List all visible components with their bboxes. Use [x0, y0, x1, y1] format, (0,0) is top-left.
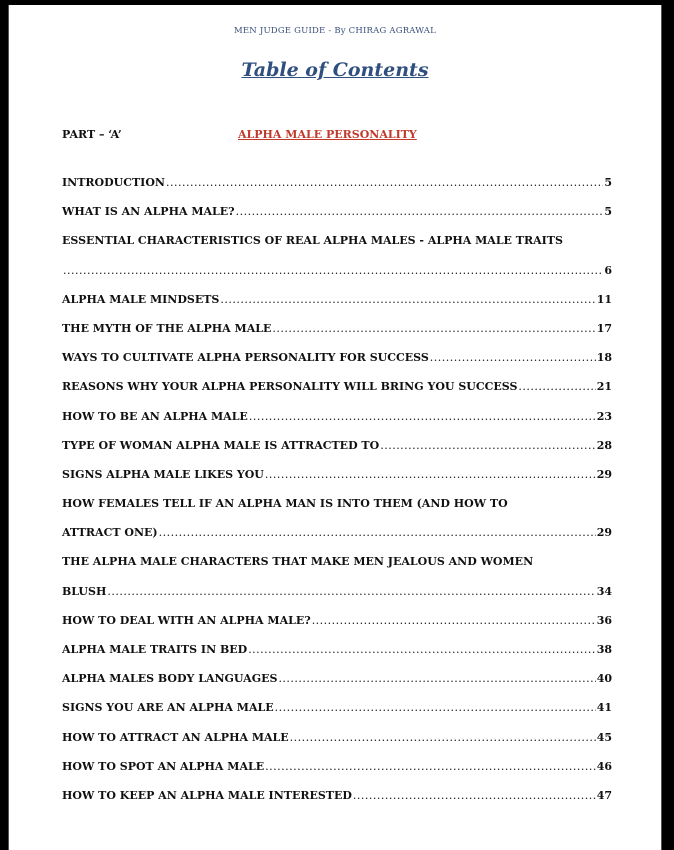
toc-leader-dots: [353, 789, 596, 802]
toc-leader-dots: [166, 176, 603, 189]
toc-leader-dots: [518, 380, 595, 393]
part-label: PART – ‘A’: [62, 128, 122, 141]
toc-leader-dots: [159, 526, 596, 539]
toc-entry[interactable]: [62, 789, 612, 818]
toc-entry[interactable]: [62, 643, 612, 672]
toc-entry[interactable]: [62, 555, 612, 584]
toc-entry[interactable]: [62, 614, 612, 643]
toc-entry-label: REASONS WHY YOUR ALPHA PERSONALITY WILL BRING YOU SUCCESS: [62, 380, 518, 394]
toc-entry[interactable]: [62, 731, 612, 760]
toc-entry[interactable]: [62, 760, 612, 789]
toc-leader-dots: [236, 205, 604, 218]
toc-entry-label: THE ALPHA MALE CHARACTERS THAT MAKE MEN JEALOUS AND WOMEN: [62, 555, 534, 569]
toc-leader-dots: [249, 410, 596, 423]
toc-leader-dots: [430, 351, 596, 364]
toc-entry-page-number: 23: [596, 409, 612, 423]
toc-entry-page-number: 5: [604, 176, 612, 189]
document-page: [8, 5, 662, 850]
toc-entry-page-number: 29: [596, 467, 612, 481]
toc-entry-page-number: 41: [596, 701, 612, 715]
toc-entry-page-number: 47: [596, 788, 612, 802]
toc-entry-label: ALPHA MALE TRAITS IN BED: [62, 643, 248, 656]
running-header: MEN JUDGE GUIDE - By CHIRAG AGRAWAL: [233, 26, 436, 36]
toc-entry-label: ESSENTIAL CHARACTERISTICS OF REAL ALPHA MALES - ALPHA MALE TRAITS: [62, 234, 563, 248]
toc-entry[interactable]: [62, 701, 612, 730]
toc-leader-dots: [380, 439, 595, 452]
toc-leader-dots: [265, 468, 596, 481]
toc-list: [62, 176, 612, 818]
toc-entry[interactable]: [62, 672, 612, 701]
toc-leader-dots: [272, 322, 595, 335]
toc-entry[interactable]: [62, 585, 612, 614]
toc-entry-label: HOW TO KEEP AN ALPHA MALE INTERESTED: [62, 788, 352, 802]
toc-entry[interactable]: [62, 322, 612, 351]
toc-entry-label: INTRODUCTION: [62, 176, 165, 189]
toc-entry[interactable]: [62, 176, 612, 205]
toc-entry[interactable]: [62, 293, 612, 322]
toc-entry[interactable]: [62, 351, 612, 380]
toc-leader-dots: [275, 701, 596, 714]
toc-entry-label: SIGNS ALPHA MALE LIKES YOU: [62, 467, 264, 481]
toc-entry[interactable]: [62, 264, 612, 293]
toc-entry[interactable]: [62, 468, 612, 497]
toc-entry[interactable]: [62, 439, 612, 468]
toc-leader-dots: [248, 643, 596, 656]
toc-leader-dots: [63, 264, 603, 277]
toc-entry-label: HOW FEMALES TELL IF AN ALPHA MAN IS INTO THEM (AND HOW TO: [62, 497, 508, 511]
toc-entry-label: ALPHA MALES BODY LANGUAGES: [62, 672, 278, 686]
toc-entry-page-number: 28: [596, 438, 612, 452]
toc-entry-label: HOW TO BE AN ALPHA MALE: [62, 409, 248, 423]
toc-leader-dots: [265, 760, 596, 773]
toc-entry-label: ALPHA MALE MINDSETS: [62, 292, 220, 306]
toc-entry-label: HOW TO DEAL WITH AN ALPHA MALE?: [62, 613, 311, 627]
toc-entry-page-number: 34: [596, 584, 612, 598]
toc-entry-label: HOW TO SPOT AN ALPHA MALE: [62, 759, 265, 773]
toc-entry[interactable]: [62, 234, 612, 263]
toc-entry-label: WAYS TO CULTIVATE ALPHA PERSONALITY FOR SUCCESS: [62, 351, 429, 365]
toc-entry[interactable]: [62, 205, 612, 234]
toc-entry[interactable]: [62, 526, 612, 555]
toc-entry-label: TYPE OF WOMAN ALPHA MALE IS ATTRACTED TO: [62, 438, 380, 452]
toc-entry-page-number: 29: [596, 526, 612, 540]
toc-entry[interactable]: [62, 497, 612, 526]
toc-leader-dots: [220, 293, 595, 306]
toc-leader-dots: [290, 731, 596, 744]
toc-leader-dots: [107, 585, 595, 598]
toc-leader-dots: [312, 614, 596, 627]
toc-entry-label: WHAT IS AN ALPHA MALE?: [62, 205, 235, 219]
toc-title: Table of Contents: [241, 59, 429, 81]
toc-entry-label: HOW TO ATTRACT AN ALPHA MALE: [62, 730, 289, 744]
toc-entry-page-number: 38: [596, 643, 612, 656]
toc-entry-label: ATTRACT ONE): [62, 526, 158, 540]
part-title[interactable]: ALPHA MALE PERSONALITY: [238, 128, 417, 141]
toc-entry-page-number: 36: [596, 613, 612, 627]
toc-entry-label: SIGNS YOU ARE AN ALPHA MALE: [62, 701, 274, 715]
toc-entry-page-number: 11: [596, 292, 612, 306]
toc-entry[interactable]: [62, 380, 612, 409]
toc-entry-page-number: 6: [604, 263, 612, 277]
toc-entry-page-number: 21: [596, 380, 612, 394]
toc-entry-page-number: 46: [596, 759, 612, 773]
toc-entry-page-number: 18: [596, 351, 612, 365]
toc-entry-page-number: 40: [596, 672, 612, 686]
toc-entry-label: THE MYTH OF THE ALPHA MALE: [62, 321, 272, 335]
toc-leader-dots: [278, 672, 595, 685]
toc-entry-page-number: 5: [604, 205, 612, 219]
toc-entry[interactable]: [62, 410, 612, 439]
toc-entry-page-number: 17: [596, 321, 612, 335]
toc-entry-label: BLUSH: [62, 584, 107, 598]
toc-entry-page-number: 45: [596, 730, 612, 744]
